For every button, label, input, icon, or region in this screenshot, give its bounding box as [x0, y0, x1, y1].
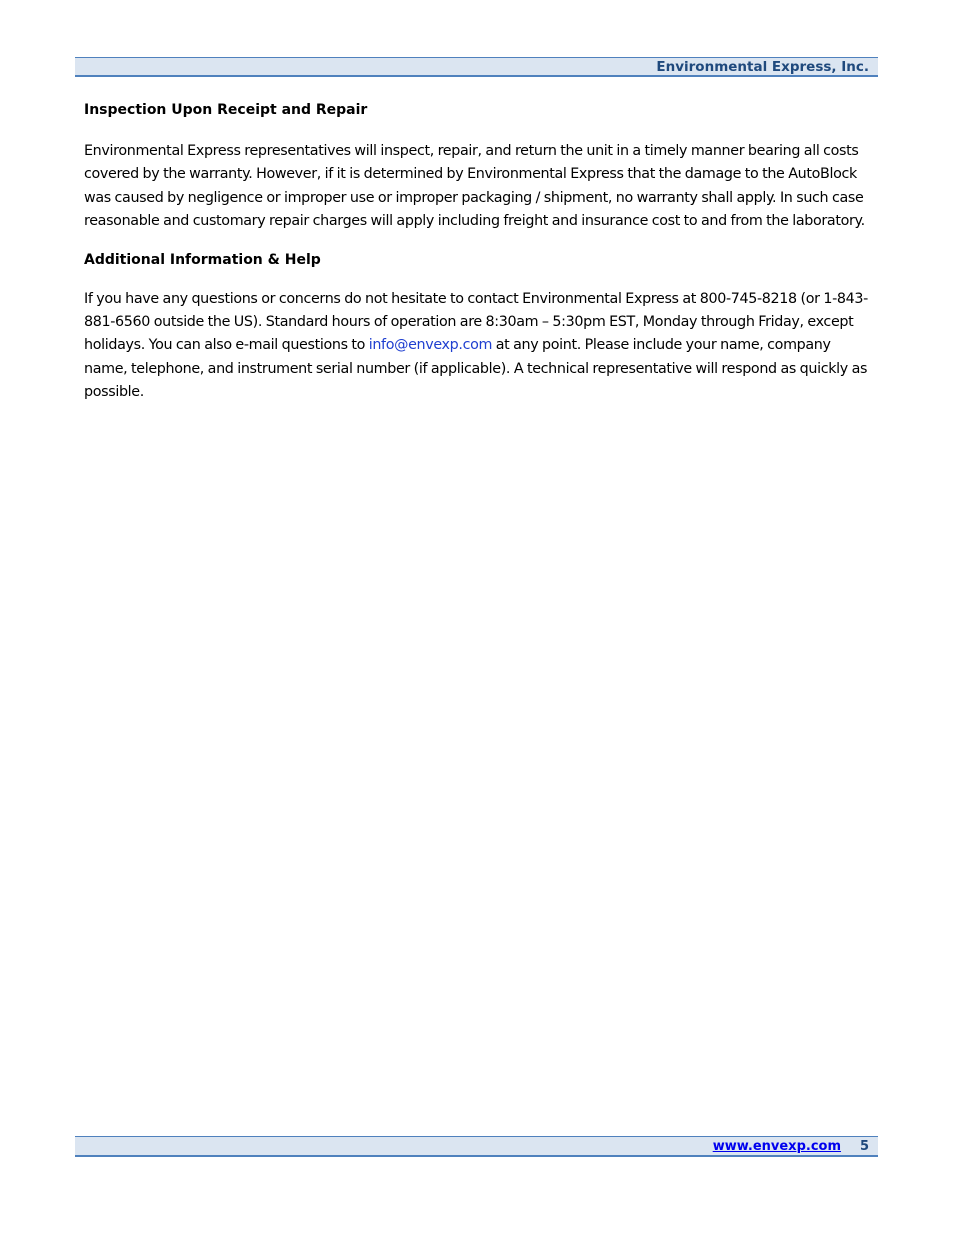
section-heading-inspection: Inspection Upon Receipt and Repair [84, 102, 368, 118]
company-name: Environmental Express, Inc. [656, 59, 869, 75]
support-email-link[interactable]: info@envexp.com [368, 337, 493, 354]
help-text-before-link: If you have any questions or concerns do not hesitate to contact Environmental Express at 800-745-8218 (or 1-843-881-6560 outside the US). Standard hours of operation are 8:30am – 5:30pm EST, Monday through Friday, except holidays. You can also e-mail questions to [84, 290, 868, 354]
section-text-inspection: Environmental Express representatives will inspect, repair, and return the unit in a timely manner bearing all costs covered by the warranty. However, if it is determined by Environmental Express that the damage to the AutoBlock was caused by negligence or improper use or improper packaging / shipment, no warranty shall apply. In such case reasonable and customary repair charges will apply including freight and insurance cost to and from the laboratory. [84, 143, 865, 230]
section-heading-help: Additional Information & Help [84, 251, 321, 268]
document-body [84, 100, 874, 405]
website-link[interactable]: www.envexp.com [712, 1139, 841, 1154]
help-text-after-link: at any point. Please include your name, company name, telephone, and instrument serial number (if applicable). A technical representative will respond as quickly as possible. [84, 337, 868, 401]
page-number: 5 [859, 1139, 869, 1154]
section-text-help [84, 288, 874, 405]
page-header [75, 57, 878, 77]
page-footer [75, 1136, 878, 1157]
